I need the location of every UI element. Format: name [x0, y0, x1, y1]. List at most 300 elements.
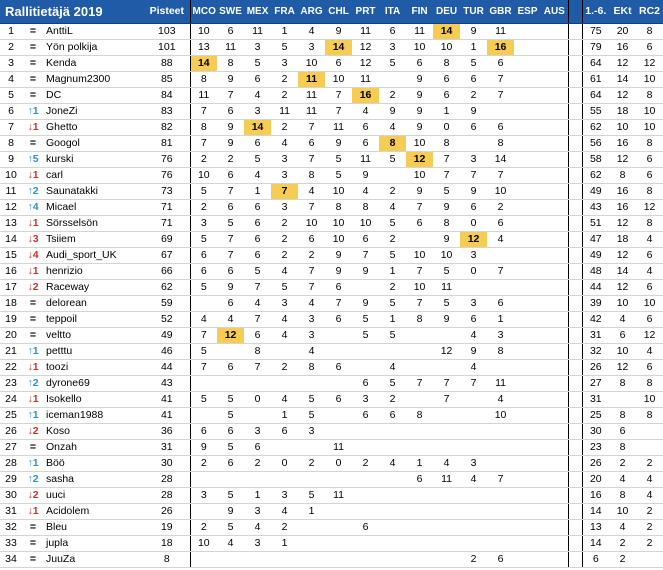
- summary-cell: 10: [609, 296, 636, 312]
- header-row: [0, 0, 663, 24]
- event-header: MEX: [244, 0, 271, 24]
- event-result-cell: 3: [460, 152, 487, 168]
- event-header: TUR: [460, 0, 487, 24]
- event-result-cell: 2: [298, 248, 325, 264]
- summary-cell: 8: [609, 376, 636, 392]
- total-points: 36: [144, 424, 190, 440]
- spacer: [568, 328, 575, 344]
- event-result-cell: [541, 56, 568, 72]
- event-result-cell: 5: [298, 392, 325, 408]
- event-result-cell: 3: [460, 296, 487, 312]
- event-result-cell: 3: [271, 200, 298, 216]
- rank-down-indicator: ↓1: [22, 216, 44, 232]
- player-name: Raceway: [44, 280, 144, 296]
- event-result-cell: 16: [487, 40, 514, 56]
- event-result-cell: [514, 552, 541, 568]
- event-result-cell: 10: [406, 136, 433, 152]
- rank-same-indicator: =: [22, 296, 44, 312]
- spacer: [568, 40, 575, 56]
- event-result-cell: 9: [406, 88, 433, 104]
- event-result-cell: [541, 488, 568, 504]
- event-result-cell: [217, 344, 244, 360]
- event-result-cell: 6: [244, 440, 271, 456]
- event-result-cell: 2: [460, 88, 487, 104]
- summary-cell: 12: [609, 152, 636, 168]
- event-result-cell: 6: [244, 72, 271, 88]
- event-result-cell: [352, 504, 379, 520]
- event-result-cell: [325, 472, 352, 488]
- event-result-cell: [271, 440, 298, 456]
- event-result-cell: [406, 328, 433, 344]
- event-result-cell: 8: [190, 72, 217, 88]
- player-name: Googol: [44, 136, 144, 152]
- event-result-cell: 7: [406, 264, 433, 280]
- spacer: [568, 104, 575, 120]
- event-header: FIN: [406, 0, 433, 24]
- spacer: [568, 408, 575, 424]
- event-result-cell: 5: [217, 488, 244, 504]
- event-result-cell: 12: [460, 232, 487, 248]
- player-name: Ghetto: [44, 120, 144, 136]
- event-result-cell: 8: [433, 56, 460, 72]
- event-result-cell: [406, 232, 433, 248]
- summary-cell: 49: [582, 184, 609, 200]
- total-points: 8: [144, 552, 190, 568]
- spacer: [568, 552, 575, 568]
- rank-up-indicator: ↑2: [22, 184, 44, 200]
- event-result-cell: [487, 280, 514, 296]
- event-result-cell: [460, 440, 487, 456]
- event-result-cell: 4: [352, 104, 379, 120]
- summary-cell: 6: [582, 552, 609, 568]
- table-row: [0, 40, 663, 56]
- total-points: 41: [144, 408, 190, 424]
- total-points: 71: [144, 216, 190, 232]
- event-result-cell: 6: [217, 104, 244, 120]
- event-result-cell: 7: [433, 392, 460, 408]
- event-result-cell: 7: [460, 376, 487, 392]
- event-result-cell: 9: [325, 136, 352, 152]
- table-row: [0, 424, 663, 440]
- rank-cell: 19: [0, 312, 22, 328]
- player-name: Kenda: [44, 56, 144, 72]
- event-result-cell: [514, 184, 541, 200]
- event-result-cell: [352, 440, 379, 456]
- event-result-cell: [514, 328, 541, 344]
- event-result-cell: [433, 360, 460, 376]
- spacer: [575, 440, 582, 456]
- event-result-cell: 9: [217, 280, 244, 296]
- event-result-cell: 6: [352, 408, 379, 424]
- summary-header: 1.-6.: [582, 0, 609, 24]
- rank-cell: 25: [0, 408, 22, 424]
- event-result-cell: 3: [244, 104, 271, 120]
- event-result-cell: 9: [433, 200, 460, 216]
- event-result-cell: [325, 552, 352, 568]
- event-result-cell: 2: [379, 88, 406, 104]
- event-result-cell: 1: [379, 312, 406, 328]
- event-result-cell: 4: [352, 184, 379, 200]
- event-result-cell: 3: [352, 392, 379, 408]
- event-result-cell: [379, 472, 406, 488]
- player-name: JoneZi: [44, 104, 144, 120]
- event-result-cell: 4: [487, 392, 514, 408]
- event-result-cell: [514, 520, 541, 536]
- event-result-cell: [406, 520, 433, 536]
- rank-down-indicator: ↓3: [22, 232, 44, 248]
- event-result-cell: 8: [406, 312, 433, 328]
- event-result-cell: [487, 440, 514, 456]
- event-result-cell: [460, 488, 487, 504]
- spacer: [575, 504, 582, 520]
- event-result-cell: 6: [244, 232, 271, 248]
- summary-cell: 8: [636, 408, 663, 424]
- summary-cell: 25: [582, 408, 609, 424]
- table-row: [0, 88, 663, 104]
- spacer: [568, 88, 575, 104]
- summary-cell: 8: [609, 488, 636, 504]
- rank-same-indicator: =: [22, 24, 44, 40]
- event-result-cell: 6: [298, 136, 325, 152]
- event-result-cell: 6: [325, 392, 352, 408]
- event-result-cell: 10: [325, 216, 352, 232]
- summary-cell: 10: [636, 120, 663, 136]
- event-result-cell: 5: [352, 312, 379, 328]
- event-result-cell: [325, 536, 352, 552]
- event-result-cell: 4: [298, 24, 325, 40]
- event-result-cell: [541, 232, 568, 248]
- event-result-cell: 3: [244, 536, 271, 552]
- event-result-cell: [406, 440, 433, 456]
- event-result-cell: 10: [325, 232, 352, 248]
- summary-cell: 10: [636, 72, 663, 88]
- total-points: 69: [144, 232, 190, 248]
- rank-cell: 1: [0, 24, 22, 40]
- summary-cell: [609, 392, 636, 408]
- table-row: [0, 104, 663, 120]
- spacer: [575, 376, 582, 392]
- event-result-cell: [190, 472, 217, 488]
- event-result-cell: [271, 376, 298, 392]
- spacer: [575, 0, 582, 24]
- rank-down-indicator: ↓1: [22, 120, 44, 136]
- player-name: kurski: [44, 152, 144, 168]
- event-result-cell: [541, 216, 568, 232]
- table-row: [0, 232, 663, 248]
- event-result-cell: 9: [217, 120, 244, 136]
- summary-cell: 4: [636, 472, 663, 488]
- summary-cell: [636, 552, 663, 568]
- event-result-cell: [460, 136, 487, 152]
- event-result-cell: 10: [190, 536, 217, 552]
- event-result-cell: 6: [460, 200, 487, 216]
- rank-cell: 27: [0, 440, 22, 456]
- spacer: [568, 504, 575, 520]
- event-result-cell: 11: [352, 152, 379, 168]
- spacer: [575, 344, 582, 360]
- event-result-cell: 4: [217, 312, 244, 328]
- rank-cell: 14: [0, 232, 22, 248]
- event-result-cell: 3: [271, 56, 298, 72]
- event-result-cell: 7: [487, 472, 514, 488]
- event-result-cell: [514, 456, 541, 472]
- event-result-cell: 2: [379, 184, 406, 200]
- event-result-cell: 10: [487, 184, 514, 200]
- rank-cell: 28: [0, 456, 22, 472]
- summary-cell: 32: [582, 344, 609, 360]
- event-result-cell: 3: [190, 488, 217, 504]
- table-row: [0, 168, 663, 184]
- event-result-cell: 2: [460, 552, 487, 568]
- event-result-cell: 9: [325, 248, 352, 264]
- event-result-cell: 6: [244, 216, 271, 232]
- spacer: [568, 56, 575, 72]
- total-points: 67: [144, 248, 190, 264]
- summary-cell: 55: [582, 104, 609, 120]
- event-result-cell: 2: [379, 232, 406, 248]
- summary-cell: 2: [636, 456, 663, 472]
- event-result-cell: 8: [352, 200, 379, 216]
- rank-same-indicator: =: [22, 72, 44, 88]
- event-result-cell: [514, 24, 541, 40]
- event-result-cell: [244, 408, 271, 424]
- event-result-cell: 2: [217, 152, 244, 168]
- total-points: 76: [144, 168, 190, 184]
- event-result-cell: [406, 536, 433, 552]
- total-points: 43: [144, 376, 190, 392]
- table-row: [0, 296, 663, 312]
- event-result-cell: 11: [487, 24, 514, 40]
- spacer: [575, 280, 582, 296]
- event-result-cell: 1: [406, 456, 433, 472]
- summary-cell: 2: [609, 536, 636, 552]
- player-name: henrizio: [44, 264, 144, 280]
- table-row: [0, 472, 663, 488]
- total-points: 83: [144, 104, 190, 120]
- event-result-cell: 8: [406, 408, 433, 424]
- event-result-cell: 10: [406, 168, 433, 184]
- player-name: Sörsselsön: [44, 216, 144, 232]
- table-row: [0, 344, 663, 360]
- event-result-cell: [433, 408, 460, 424]
- event-result-cell: 1: [379, 264, 406, 280]
- total-points: 26: [144, 504, 190, 520]
- event-result-cell: [271, 552, 298, 568]
- event-result-cell: 6: [487, 552, 514, 568]
- summary-cell: 4: [636, 232, 663, 248]
- event-result-cell: [352, 552, 379, 568]
- event-result-cell: 8: [379, 136, 406, 152]
- event-result-cell: 2: [271, 88, 298, 104]
- event-result-cell: 1: [298, 504, 325, 520]
- event-result-cell: 4: [298, 184, 325, 200]
- event-result-cell: [541, 520, 568, 536]
- event-result-cell: [541, 168, 568, 184]
- event-result-cell: 10: [298, 216, 325, 232]
- event-result-cell: 5: [433, 184, 460, 200]
- event-result-cell: 11: [298, 72, 325, 88]
- event-result-cell: [298, 536, 325, 552]
- spacer: [568, 264, 575, 280]
- rank-down-indicator: ↓1: [22, 168, 44, 184]
- summary-cell: 10: [609, 344, 636, 360]
- event-result-cell: 9: [460, 104, 487, 120]
- event-result-cell: 3: [190, 216, 217, 232]
- event-result-cell: 7: [298, 200, 325, 216]
- event-result-cell: 7: [406, 296, 433, 312]
- event-result-cell: 3: [271, 488, 298, 504]
- summary-cell: 6: [636, 280, 663, 296]
- spacer: [568, 184, 575, 200]
- event-result-cell: [298, 552, 325, 568]
- summary-cell: 8: [609, 408, 636, 424]
- event-result-cell: 6: [190, 248, 217, 264]
- event-result-cell: 14: [244, 120, 271, 136]
- event-result-cell: 7: [190, 104, 217, 120]
- spacer: [568, 120, 575, 136]
- event-result-cell: 6: [217, 24, 244, 40]
- summary-cell: 10: [636, 104, 663, 120]
- event-result-cell: [433, 440, 460, 456]
- spacer: [575, 360, 582, 376]
- event-result-cell: 3: [271, 296, 298, 312]
- event-result-cell: [379, 536, 406, 552]
- table-row: [0, 392, 663, 408]
- event-result-cell: 6: [217, 360, 244, 376]
- event-result-cell: 7: [190, 136, 217, 152]
- player-name: JuuZa: [44, 552, 144, 568]
- event-result-cell: 2: [271, 72, 298, 88]
- event-result-cell: [379, 488, 406, 504]
- event-result-cell: 1: [244, 184, 271, 200]
- event-result-cell: 10: [433, 248, 460, 264]
- summary-cell: 4: [609, 312, 636, 328]
- event-result-cell: 9: [406, 120, 433, 136]
- summary-cell: 12: [609, 360, 636, 376]
- summary-cell: 6: [636, 168, 663, 184]
- table-row: [0, 152, 663, 168]
- event-result-cell: [541, 104, 568, 120]
- event-result-cell: 12: [433, 344, 460, 360]
- spacer: [575, 72, 582, 88]
- rank-cell: 22: [0, 360, 22, 376]
- event-result-cell: 2: [190, 520, 217, 536]
- event-result-cell: [541, 248, 568, 264]
- summary-cell: 12: [636, 56, 663, 72]
- spacer: [575, 136, 582, 152]
- event-result-cell: 7: [217, 232, 244, 248]
- table-row: [0, 24, 663, 40]
- event-header: FRA: [271, 0, 298, 24]
- event-result-cell: 10: [406, 248, 433, 264]
- spacer: [575, 104, 582, 120]
- spacer: [568, 248, 575, 264]
- summary-cell: 14: [582, 504, 609, 520]
- event-result-cell: 5: [217, 440, 244, 456]
- event-result-cell: 10: [352, 216, 379, 232]
- event-result-cell: [541, 280, 568, 296]
- event-result-cell: [541, 24, 568, 40]
- event-result-cell: 9: [352, 264, 379, 280]
- summary-cell: 4: [636, 488, 663, 504]
- event-result-cell: 10: [406, 40, 433, 56]
- event-result-cell: 6: [217, 168, 244, 184]
- rank-cell: 5: [0, 88, 22, 104]
- event-result-cell: 3: [244, 424, 271, 440]
- table-row: [0, 520, 663, 536]
- event-result-cell: 10: [325, 72, 352, 88]
- rank-same-indicator: =: [22, 440, 44, 456]
- event-header: ESP: [514, 0, 541, 24]
- event-result-cell: 3: [298, 424, 325, 440]
- event-result-cell: 5: [190, 344, 217, 360]
- event-result-cell: 4: [379, 360, 406, 376]
- rank-cell: 10: [0, 168, 22, 184]
- rank-cell: 11: [0, 184, 22, 200]
- table-row: [0, 552, 663, 568]
- summary-cell: 6: [636, 312, 663, 328]
- event-result-cell: [541, 376, 568, 392]
- spacer: [575, 216, 582, 232]
- rank-cell: 9: [0, 152, 22, 168]
- player-name: Isokello: [44, 392, 144, 408]
- table-row: [0, 280, 663, 296]
- event-result-cell: 6: [244, 248, 271, 264]
- event-result-cell: 4: [379, 120, 406, 136]
- event-result-cell: [460, 280, 487, 296]
- event-result-cell: 4: [190, 312, 217, 328]
- spacer: [568, 200, 575, 216]
- player-name: petttu: [44, 344, 144, 360]
- event-result-cell: [514, 232, 541, 248]
- event-result-cell: 6: [352, 520, 379, 536]
- event-result-cell: [541, 184, 568, 200]
- event-result-cell: 1: [433, 104, 460, 120]
- rank-cell: 17: [0, 280, 22, 296]
- event-result-cell: 10: [487, 408, 514, 424]
- summary-cell: 6: [636, 360, 663, 376]
- table-row: [0, 200, 663, 216]
- event-result-cell: 9: [325, 24, 352, 40]
- event-result-cell: 4: [217, 536, 244, 552]
- event-result-cell: [514, 536, 541, 552]
- rank-up-indicator: ↑2: [22, 376, 44, 392]
- event-result-cell: 2: [379, 280, 406, 296]
- event-result-cell: [541, 72, 568, 88]
- total-points: 81: [144, 136, 190, 152]
- event-result-cell: 8: [190, 120, 217, 136]
- event-result-cell: [541, 264, 568, 280]
- event-result-cell: 7: [298, 152, 325, 168]
- event-result-cell: 7: [460, 168, 487, 184]
- event-result-cell: [487, 504, 514, 520]
- event-result-cell: 7: [487, 264, 514, 280]
- event-result-cell: 6: [217, 296, 244, 312]
- spacer: [568, 0, 575, 24]
- event-result-cell: [541, 120, 568, 136]
- event-result-cell: [514, 200, 541, 216]
- summary-cell: 49: [582, 248, 609, 264]
- summary-cell: 16: [609, 40, 636, 56]
- player-name: delorean: [44, 296, 144, 312]
- event-result-cell: 9: [433, 232, 460, 248]
- rank-down-indicator: ↓2: [22, 488, 44, 504]
- spacer: [568, 488, 575, 504]
- table-row: [0, 456, 663, 472]
- event-result-cell: 7: [217, 88, 244, 104]
- event-result-cell: 9: [460, 24, 487, 40]
- event-result-cell: 7: [325, 88, 352, 104]
